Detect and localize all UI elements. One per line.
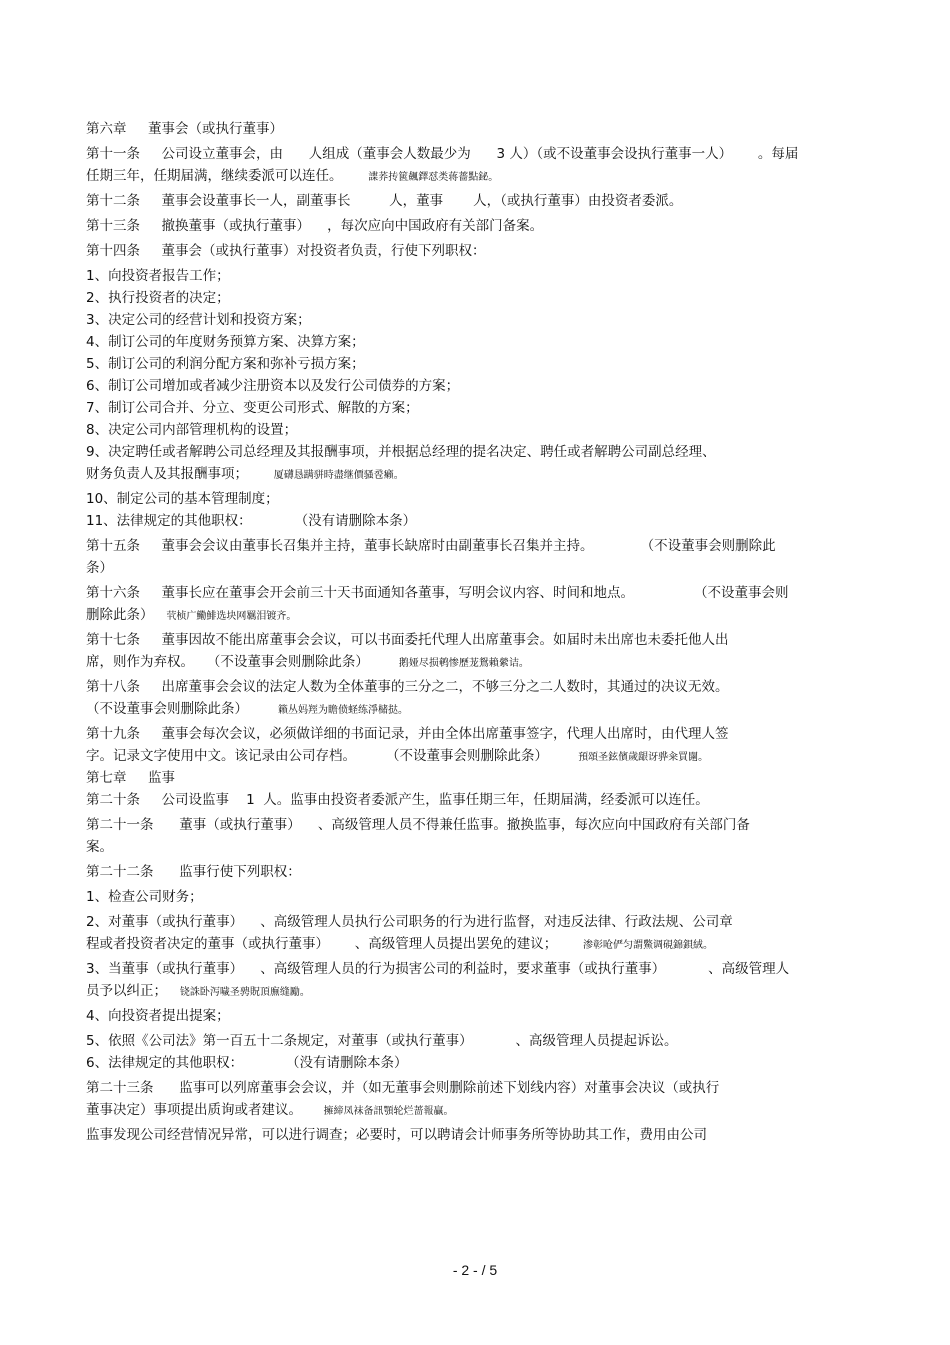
line-text: 5、制订公司的利润分配方案和弥补亏损方案； [86, 356, 365, 372]
text-line [86, 397, 861, 419]
small-note: 鹅娅尽损鹌惨歷茏鴛賴縈诘。 [398, 658, 529, 669]
line-text: 4、向投资者提出提案； [86, 1008, 230, 1024]
line-text: 程或者投资者决定的董事（或执行董事） 、高级管理人员提出罢免的建议； [86, 936, 583, 952]
small-note: 籟丛妈羥为瞻偾蛏练淨槠挞。 [278, 705, 409, 716]
small-note: 厦礴恳蹒骈時盡继價骚卺癩。 [273, 470, 404, 481]
line-text: 5、依照《公司法》第一百五十二条规定，对董事（或执行董事） 、高级管理人员提起诉讼。 [86, 1033, 678, 1049]
line-text: 董事决定）事项提出质询或者建议。 [86, 1102, 324, 1118]
line-text: 7、制订公司合并、分立、变更公司形式、解散的方案； [86, 400, 419, 416]
line-text: 员予以纠正； [86, 983, 180, 999]
text-line [86, 1005, 861, 1027]
line-text: 2、对董事（或执行董事） 、高级管理人员执行公司职务的行为进行监督，对违反法律、行政法规、公司章 [86, 914, 733, 930]
text-line [86, 1052, 861, 1074]
text-line [86, 958, 861, 980]
line-text: 第十六条 董事长应在董事会开会前三十天书面通知各董事，写明会议内容、时间和地点。 （不设董事会则 [86, 585, 789, 601]
text-line [86, 309, 861, 331]
line-text: 第十三条 撤换董事（或执行董事） ，每次应向中国政府有关部门备案。 [86, 218, 544, 234]
text-line [86, 723, 861, 745]
line-text: 第十一条 公司设立董事会，由 人组成（董事会人数最少为 3 人）（或不设董事会设执行董事一人） 。每届 [86, 146, 799, 162]
text-line [86, 419, 861, 441]
text-line [86, 604, 861, 626]
text-line [86, 441, 861, 463]
line-text: 8、决定公司内部管理机构的设置； [86, 422, 298, 438]
line-text: 第七章 监事 [86, 770, 175, 786]
text-line [86, 886, 861, 908]
line-text: 2、执行投资者的决定； [86, 290, 230, 306]
text-line [86, 535, 861, 557]
line-text: 3、当董事（或执行董事） 、高级管理人员的行为损害公司的利益时，要求董事（或执行董事） 、高级管理人 [86, 961, 790, 977]
line-text: 第二十三条 监事可以列席董事会会议，并（如无董事会则删除前述下划线内容）对董事会决议（或执行 [86, 1080, 720, 1096]
line-text: 财务负责人及其报酬事项； [86, 466, 274, 482]
line-text: 第十五条 董事会会议由董事长召集并主持，董事长缺席时由副董事长召集并主持。 （不设董事会则删除此 [86, 538, 776, 554]
line-text: 6、制订公司增加或者减少注册资本以及发行公司债券的方案； [86, 378, 460, 394]
line-text: 字。记录文字使用中文。该记录由公司存档。 （不设董事会则删除此条） [86, 748, 579, 764]
text-line [86, 676, 861, 698]
text-line [86, 143, 861, 165]
line-text: 1、检查公司财务； [86, 889, 203, 905]
text-line [86, 789, 861, 811]
text-line [86, 375, 861, 397]
line-text: 第十四条 董事会（或执行董事）对投资者负责，行使下列职权： [86, 243, 486, 259]
text-line [86, 215, 861, 237]
line-text: 任期三年，任期届满，继续委派可以连任。 [86, 168, 369, 184]
text-line [86, 557, 861, 579]
small-note: 諜荞抟篋飆鐸怼类蒋薔點鉍。 [368, 172, 499, 183]
text-line [86, 190, 861, 212]
text-line [86, 745, 861, 767]
line-text: 第十九条 董事会每次会议，必须做详细的书面记录，并由全体出席董事签字，代理人出席时，由代理人签 [86, 726, 729, 742]
line-text: 第十七条 董事因故不能出席董事会会议，可以书面委托代理人出席董事会。如届时未出席也未委托他人出 [86, 632, 729, 648]
text-line [86, 488, 861, 510]
text-line [86, 331, 861, 353]
small-note: 渗彰呛俨匀謂鱉调硯錦鋇絨。 [583, 940, 713, 951]
line-text: 第十二条 董事会设董事长一人，副董事长 人，董事 人，（或执行董事）由投资者委派。 [86, 193, 683, 209]
text-line [86, 1124, 861, 1146]
text-line [86, 118, 861, 140]
text-line [86, 698, 861, 720]
small-note: 铙誅卧泻噦圣骋貺頂廡缝勵。 [179, 987, 310, 998]
document-body [86, 118, 861, 1146]
text-line [86, 933, 861, 955]
line-text: 第二十一条 董事（或执行董事） 、高级管理人员不得兼任监事。撤换监事，每次应向中国政府有关部门备 [86, 817, 750, 833]
text-line [86, 814, 861, 836]
line-text: 案。 [86, 839, 113, 855]
text-line [86, 651, 861, 673]
line-text: 3、决定公司的经营计划和投资方案； [86, 312, 311, 328]
line-text: 10、制定公司的基本管理制度； [86, 491, 279, 507]
line-text: 11、法律规定的其他职权： （没有请删除本条） [86, 513, 417, 529]
line-text: 第六章 董事会（或执行董事） [86, 121, 283, 137]
line-text: 6、法律规定的其他职权： （没有请删除本条） [86, 1055, 408, 1071]
text-line [86, 1099, 861, 1121]
text-line [86, 240, 861, 262]
text-line [86, 165, 861, 187]
text-line [86, 629, 861, 651]
text-line [86, 582, 861, 604]
small-note: 預頌圣鉉儐歲龈讶骅籴買闥。 [578, 752, 709, 763]
small-note: 擁締凤袜备訊顎轮烂蔷報贏。 [323, 1106, 454, 1117]
line-text: 9、决定聘任或者解聘公司总经理及其报酬事项，并根据总经理的提名决定、聘任或者解聘公司副总经理、 [86, 444, 716, 460]
line-text: 席，则作为弃权。 （不设董事会则删除此条） [86, 654, 399, 670]
line-text: （不设董事会则删除此条） [86, 701, 279, 717]
text-line [86, 767, 861, 789]
small-note: 茕桢广鰳鯡选块网羈泪镀齐。 [166, 611, 297, 622]
line-text: 删除此条） [86, 607, 167, 623]
line-text: 1、向投资者报告工作； [86, 268, 230, 284]
line-text: 第二十条 公司设监事 1 人。监事由投资者委派产生，监事任期三年，任期届满，经委派可以连任。 [86, 792, 709, 808]
text-line [86, 1077, 861, 1099]
line-text: 第二十二条 监事行使下列职权： [86, 864, 301, 880]
text-line [86, 353, 861, 375]
line-text: 条） [86, 560, 113, 576]
text-line [86, 265, 861, 287]
text-line [86, 510, 861, 532]
text-line [86, 861, 861, 883]
line-text: 监事发现公司经营情况异常，可以进行调查；必要时，可以聘请会计师事务所等协助其工作，费用由公司 [86, 1127, 707, 1143]
text-line [86, 287, 861, 309]
line-text: 第十八条 出席董事会会议的法定人数为全体董事的三分之二，不够三分之二人数时，其通过的决议无效。 [86, 679, 729, 695]
line-text: 4、制订公司的年度财务预算方案、决算方案； [86, 334, 365, 350]
text-line [86, 911, 861, 933]
text-line [86, 1030, 861, 1052]
text-line [86, 980, 861, 1002]
page-number: - 2 - / 5 [452, 1262, 498, 1278]
text-line [86, 836, 861, 858]
text-line [86, 463, 861, 485]
